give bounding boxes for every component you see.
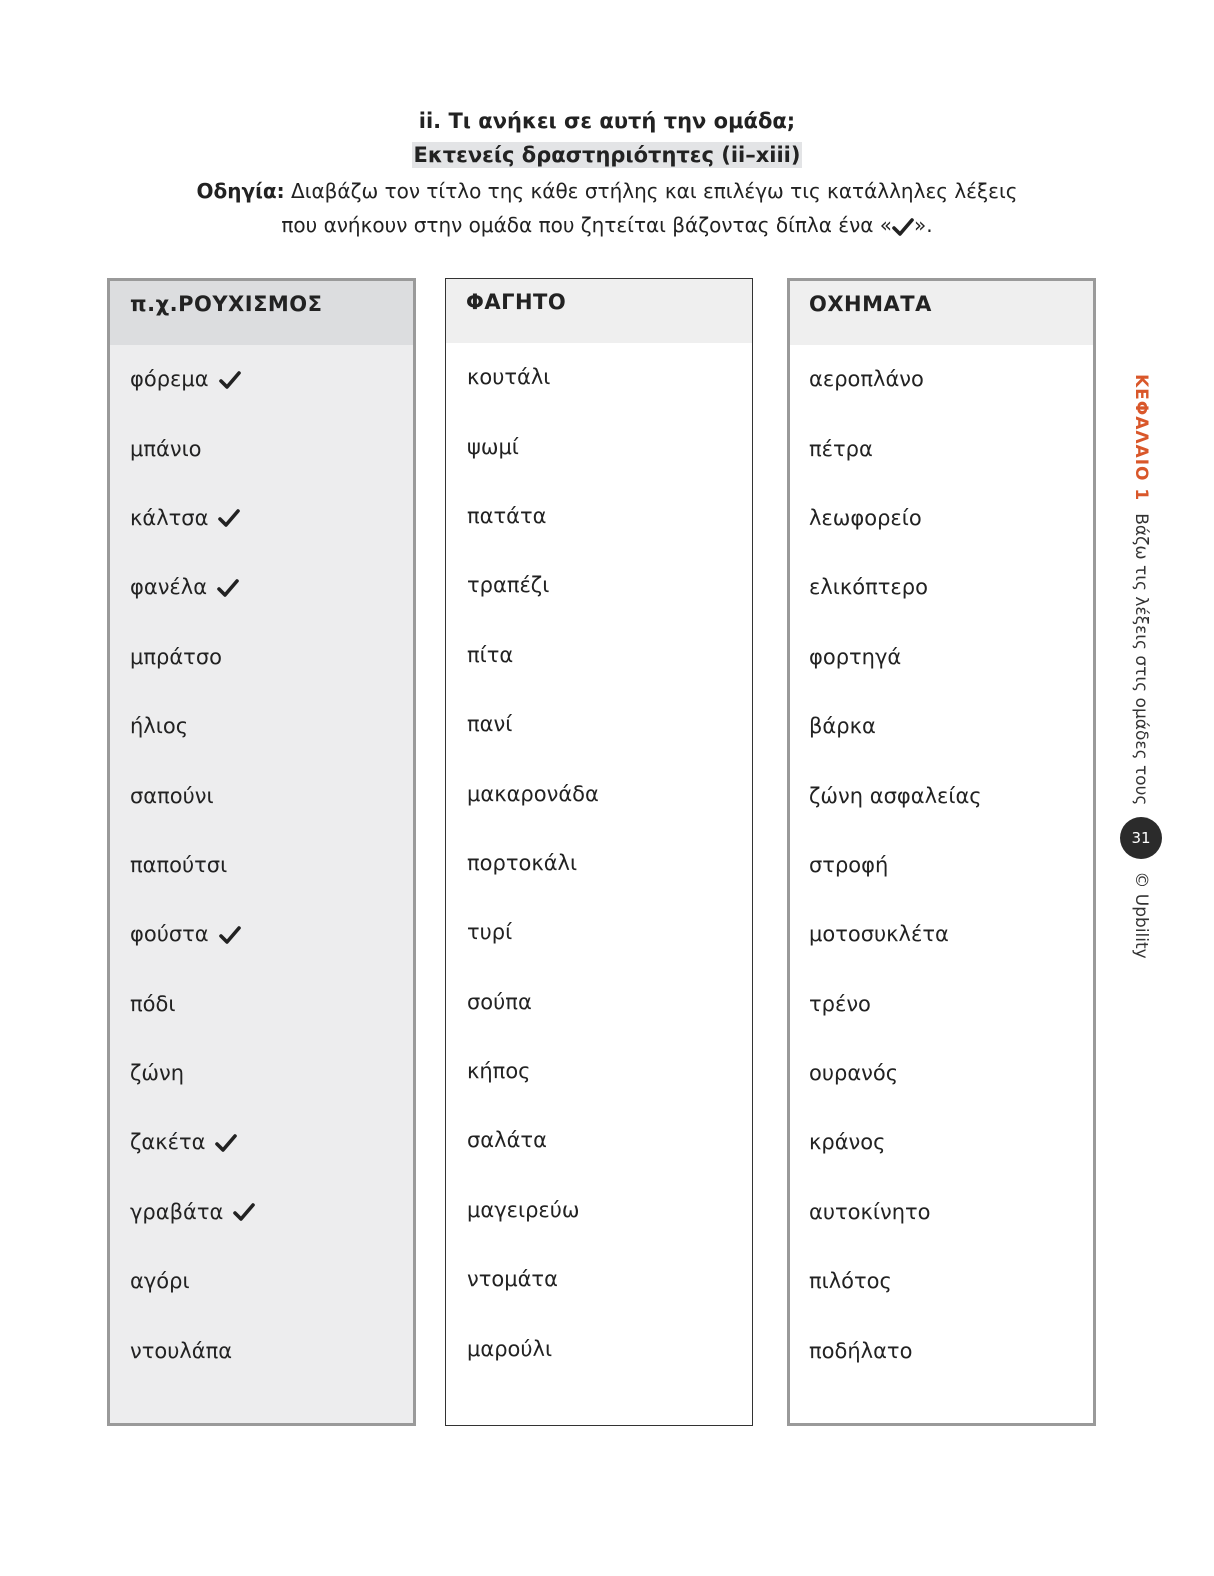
word-item[interactable]: [110, 1247, 413, 1316]
word-label: ζώνη ασφαλείας: [809, 783, 982, 808]
word-item[interactable]: [790, 345, 1093, 414]
word-label: ήλιος: [130, 714, 189, 739]
word-item[interactable]: [110, 1108, 413, 1177]
word-item[interactable]: [446, 968, 752, 1037]
word-item[interactable]: [110, 761, 413, 830]
word-label: μαρούλι: [467, 1336, 553, 1361]
word-item[interactable]: [110, 1316, 413, 1385]
word-label: σούπα: [467, 989, 532, 1014]
word-label: λεωφορείο: [809, 505, 922, 530]
column-heading: π.χ.ΡΟΥΧΙΣΜΟΣ: [110, 281, 413, 345]
word-label: ντομάτα: [467, 1267, 558, 1292]
word-item[interactable]: [790, 761, 1093, 830]
word-item[interactable]: [790, 1039, 1093, 1108]
instruction-text-2: που ανήκουν στην ομάδα που ζητείται βάζοντας δίπλα ένα «: [281, 213, 893, 237]
word-item[interactable]: [446, 1176, 752, 1245]
word-item[interactable]: [110, 1178, 413, 1247]
word-label: κήπος: [467, 1059, 531, 1084]
word-item[interactable]: [110, 831, 413, 900]
activity-subtitle: Εκτενείς δραστηριότητες (ii–xiii): [413, 143, 801, 167]
word-item[interactable]: [110, 553, 413, 622]
word-label: μοτοσυκλέτα: [809, 922, 949, 947]
word-label: φανέλα: [130, 575, 208, 600]
word-item[interactable]: [446, 898, 752, 967]
word-label: γραβάτα: [130, 1199, 224, 1224]
word-item[interactable]: [110, 692, 413, 761]
word-item[interactable]: [790, 1247, 1093, 1316]
word-label: φούστα: [130, 922, 209, 947]
word-label: μαγειρεύω: [467, 1197, 580, 1222]
word-label: ψωμί: [467, 434, 519, 459]
instruction-text-2-end: ».: [914, 213, 933, 237]
word-label: σαλάτα: [467, 1128, 547, 1153]
chapter-label: ΚΕΦΑΛΑΙΟ 1: [1131, 374, 1151, 502]
word-item[interactable]: [790, 900, 1093, 969]
word-list: [446, 343, 752, 1384]
instruction-line-2: [0, 208, 1214, 242]
word-label: αγόρι: [130, 1269, 190, 1294]
instruction-text-1: Διαβάζω τον τίτλο της κάθε στήλης και επιλέγω τις κατάλληλες λέξεις: [284, 179, 1018, 203]
word-label: φορτηγά: [809, 644, 902, 669]
word-label: τυρί: [467, 920, 513, 945]
word-label: αυτοκίνητο: [809, 1199, 931, 1224]
chapter-side-tab: [1130, 374, 1174, 959]
word-label: κάλτσα: [130, 505, 209, 530]
word-item[interactable]: [446, 690, 752, 759]
word-item[interactable]: [110, 414, 413, 483]
word-item[interactable]: [446, 1037, 752, 1106]
word-label: μακαρονάδα: [467, 781, 599, 806]
instruction-line-1: [0, 174, 1214, 208]
check-icon: [219, 925, 241, 945]
check-icon: [233, 1202, 255, 1222]
word-label: πιλότος: [809, 1269, 892, 1294]
column-heading: ΟΧΗΜΑΤΑ: [790, 281, 1093, 345]
word-item[interactable]: [790, 1178, 1093, 1247]
word-label: πανί: [467, 712, 513, 737]
word-label: πατάτα: [467, 503, 547, 528]
copyright: © Upbility: [1131, 871, 1151, 959]
check-icon: [218, 508, 240, 528]
word-label: κουτάλι: [467, 365, 551, 390]
word-label: μπράτσο: [130, 644, 222, 669]
word-label: ζώνη: [130, 1061, 185, 1086]
page-header: [0, 104, 1214, 242]
word-label: αεροπλάνο: [809, 367, 924, 392]
word-label: φόρεμα: [130, 367, 209, 392]
word-label: ζακέτα: [130, 1130, 206, 1155]
word-item[interactable]: [446, 1314, 752, 1383]
word-label: πορτοκάλι: [467, 850, 578, 875]
check-icon: [892, 217, 914, 237]
word-label: παπούτσι: [130, 852, 228, 877]
word-label: στροφή: [809, 852, 889, 877]
word-item[interactable]: [110, 484, 413, 553]
word-item[interactable]: [790, 692, 1093, 761]
word-item[interactable]: [446, 1245, 752, 1314]
page-number: 31: [1120, 817, 1162, 859]
word-item[interactable]: [446, 829, 752, 898]
word-item[interactable]: [110, 970, 413, 1039]
word-item[interactable]: [110, 623, 413, 692]
word-label: ουρανός: [809, 1061, 899, 1086]
word-item[interactable]: [790, 1108, 1093, 1177]
word-item[interactable]: [790, 970, 1093, 1039]
word-label: κράνος: [809, 1130, 886, 1155]
word-label: ελικόπτερο: [809, 575, 928, 600]
column-food: [445, 278, 753, 1426]
word-item[interactable]: [110, 345, 413, 414]
column-vehicles: [787, 278, 1096, 1426]
check-icon: [217, 578, 239, 598]
word-item[interactable]: [790, 414, 1093, 483]
word-item[interactable]: [790, 553, 1093, 622]
word-item[interactable]: [446, 551, 752, 620]
column-clothing: [107, 278, 416, 1426]
word-label: πίτα: [467, 642, 514, 667]
instruction-label: Οδηγία:: [196, 179, 285, 203]
word-label: σαπούνι: [130, 783, 214, 808]
word-list: [790, 345, 1093, 1386]
word-item[interactable]: [446, 621, 752, 690]
word-item[interactable]: [446, 412, 752, 481]
word-label: βάρκα: [809, 714, 876, 739]
chapter-title: Βάζω τις λέξεις στις ομάδες τους: [1131, 513, 1151, 806]
word-item[interactable]: [446, 1106, 752, 1175]
column-heading: ΦΑΓΗΤΟ: [446, 279, 752, 343]
word-label: πέτρα: [809, 436, 873, 461]
word-label: μπάνιο: [130, 436, 202, 461]
word-item[interactable]: [790, 1316, 1093, 1385]
check-icon: [219, 370, 241, 390]
word-item[interactable]: [110, 1039, 413, 1108]
word-label: τραπέζι: [467, 573, 550, 598]
word-label: ποδήλατο: [809, 1338, 913, 1363]
word-label: ντουλάπα: [130, 1338, 233, 1363]
word-item[interactable]: [446, 759, 752, 828]
word-item[interactable]: [446, 482, 752, 551]
word-label: τρένο: [809, 991, 871, 1016]
word-item[interactable]: [790, 623, 1093, 692]
check-icon: [215, 1133, 237, 1153]
word-label: πόδι: [130, 991, 176, 1016]
word-item[interactable]: [110, 900, 413, 969]
word-item[interactable]: [790, 831, 1093, 900]
word-item[interactable]: [790, 484, 1093, 553]
word-item[interactable]: [446, 343, 752, 412]
word-list: [110, 345, 413, 1386]
page-title: ii. Τι ανήκει σε αυτή την ομάδα;: [418, 109, 796, 133]
